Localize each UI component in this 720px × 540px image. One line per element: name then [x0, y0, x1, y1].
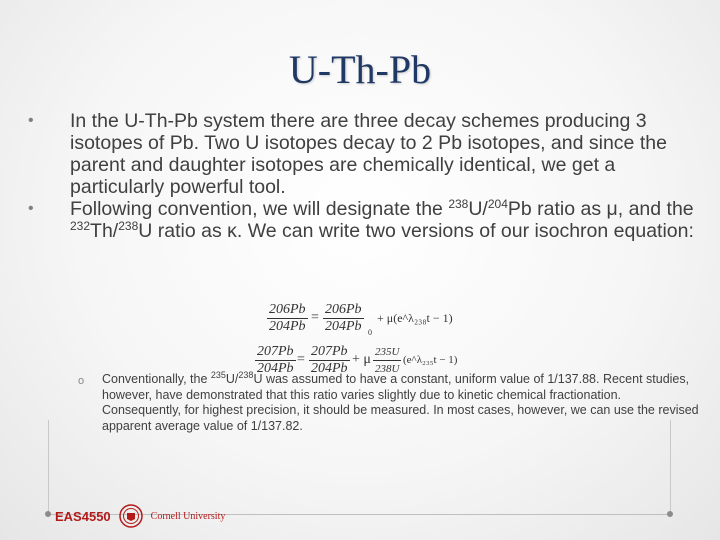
eq2-rhs: (e^λ₂₃₅t − 1): [403, 354, 458, 366]
bullet-text: Following convention, we will designate the $^{238}$U/$^{204}$Pb ratio as μ, and the $^{232}$Th/$^{238}$U ratio as κ. We can write two versions of our isochron equation:: [70, 197, 694, 242]
right-frame-line: [670, 420, 671, 514]
eq2-initial-fraction: $\frac{207Pb}{204Pb}$: [311, 344, 348, 376]
eq1-lhs-fraction: $\frac{206Pb}{204Pb}$: [269, 302, 306, 334]
bullet-marker: •: [28, 200, 34, 217]
bullet-marker: •: [28, 112, 34, 129]
cornell-seal-icon: [119, 504, 143, 528]
footer-dot-left: [45, 511, 51, 517]
course-logo: EAS4550: [55, 508, 111, 524]
university-name: Cornell University: [150, 510, 226, 522]
left-frame-line: [48, 420, 49, 514]
sub-bullet-item: [78, 372, 702, 434]
footer-dot-right: [667, 511, 673, 517]
isochron-equation-207: $\frac{207Pb}{204Pb}$ = $\frac{207Pb}{204Pb}$ + μ $\frac{235U}{238U}$ (e^λ₂₃₅t − 1): [257, 344, 458, 376]
slide-title: U-Th-Pb: [288, 47, 432, 92]
eq2-lhs-fraction: $\frac{207Pb}{204Pb}$: [257, 344, 294, 376]
bullet-item: [26, 110, 696, 198]
sub-bullet-marker: o: [78, 375, 85, 387]
bullet-text: In the U-Th-Pb system there are three decay schemes producing 3 isotopes of Pb. Two U isotopes decay to 2 Pb isotopes, and since the parent and daughter isotopes are chemically identical, we get a particularly powerful tool.: [70, 110, 667, 198]
eq1-initial-fraction: $\frac{206Pb}{204Pb}$: [325, 302, 362, 334]
eq2-ratio-fraction: $\frac{235U}{238U}$: [375, 346, 400, 375]
bullet-item: [26, 198, 696, 242]
eq1-rhs: + μ(e^λ₂₃₈t − 1): [377, 311, 453, 325]
bullet-list: [26, 110, 696, 242]
isochron-equation-206: $\frac{206Pb}{204Pb}$ = $\frac{206Pb}{204Pb}$ 0 + μ(e^λ₂₃₈t − 1): [269, 302, 453, 337]
footer-logos: [55, 503, 225, 529]
sub-bullet-text: Conventionally, the $^{235}$U/$^{238}$U was assumed to have a constant, uniform value of 1/137.88. Recent studies, however, have demonstrated that this ratio varies slightly due to kinetic chemical fractionation. Consequently, for highest precision, it should be measured. In most cases, however, we can use the revised apparent average value of 1/137.82.: [102, 370, 699, 433]
